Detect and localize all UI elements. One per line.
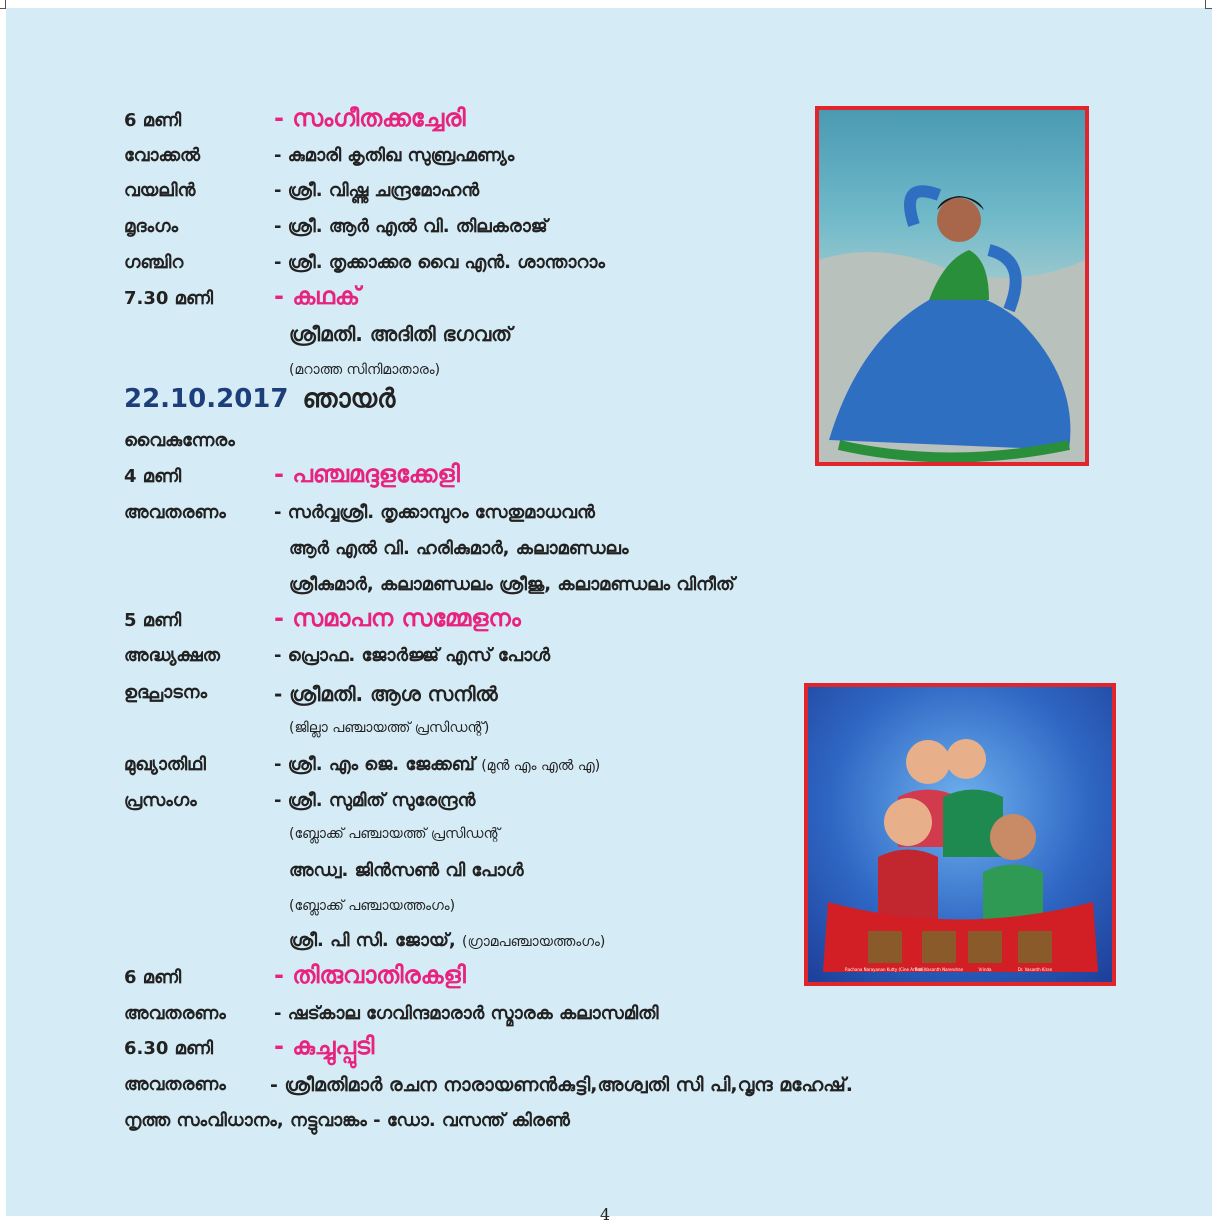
performer-name: - ശ്രീ. വിഷ്ണു ചന്ദ്രമോഹൻ [274,180,480,201]
time-label: 6 മണി [124,110,182,131]
note-text: (ബ്ലോക്ക് പഞ്ചായത്ത് പ്രസിഡന്റ് [289,826,500,842]
poster-illustration [808,687,1112,982]
performer-name [289,930,605,951]
date-text: 22.10.2017 [124,384,289,414]
dancer-illustration [819,110,1085,462]
performer-name: ശ്രീമതി. അദിതി ഭഗവത് [289,322,513,346]
time-label: 7.30 മണി [124,288,214,309]
poster-caption: Dr. Vasanth Kiran [1017,967,1053,972]
page-number: 4 [600,1205,611,1224]
performer-name: - ശ്രീ. ആർ എൽ വി. തിലകരാജ് [274,216,548,237]
role-label: വോക്കൽ [124,145,201,166]
choreography-line: നൃത്ത സംവിധാനം, നട്ടുവാങ്കം - ഡോ. വസന്ത് കിരൺ [124,1110,570,1131]
event-title: - സമാപന സമ്മേളനം [274,604,521,632]
note-text: (ജില്ലാ പഞ്ചായത്ത് പ്രസിഡന്റ്) [289,720,490,736]
name-text: ശ്രീ. പി സി. ജോയ്, [289,930,456,951]
name-text: - ശ്രീ. എം ജെ. ജേക്കബ് [274,754,475,775]
time-label: 6 മണി [124,967,182,988]
time-label: 5 മണി [124,610,182,631]
dancer-photo [815,106,1089,466]
poster-caption: Rachana Narayanan Kutty (Cine Artiste) [845,967,925,972]
day-text: ഞായർ [302,384,396,414]
event-title: - തിരുവാതിരകളി [274,961,466,989]
role-label: അവതരണം [124,502,226,523]
dance-poster [804,683,1116,986]
time-label: 6.30 മണി [124,1038,214,1059]
role-label: മുഖ്യാതിഥി [124,754,206,775]
date-heading [124,384,395,415]
event-title: - പഞ്ചമദ്ദളക്കേളി [274,460,460,488]
role-label: പ്രസംഗം [124,790,197,811]
performer-name: - ഷട്കാല ഗേവിന്ദമാരാർ സ്മാരക കലാസമിതി [274,1003,659,1024]
session-label: വൈകുന്നേരം [124,430,235,451]
poster-caption: Vrinda [978,967,992,972]
poster-caption: Prof. Vasanth Narendran [914,967,964,972]
role-label: അദ്ധ്യക്ഷത [124,645,220,666]
performer-name: അഡ്വ. ജിൻസൺ വി പോൾ [289,860,524,881]
event-title: - കഥക് [274,282,361,310]
performer-name: - സർവ്വശ്രീ. തൃക്കാമ്പുറം സേതുമാധവൻ [274,502,595,523]
performer-name: - കുമാരി കൃതിഖ സുബ്രഹ്മണ്യം [274,145,515,166]
event-title: - സംഗീതക്കച്ചേരി [274,104,466,132]
crop-mark [5,0,6,8]
performer-name: - ശ്രീ. സുമിത് സുരേന്ദ്രൻ [274,790,476,811]
event-title: - കുച്ചുപ്പുടി [274,1032,375,1060]
time-label: 4 മണി [124,466,182,487]
crop-mark [1205,0,1206,8]
role-label: അവതരണം [124,1074,226,1095]
note-text: (മറാത്ത സിനിമാതാരം) [289,362,441,378]
performer-name: - പ്രൊഫ. ജോർജ്ജ് എസ് പോൾ [274,645,551,666]
note-text: (ഗ്രാമപഞ്ചായത്തംഗം) [462,934,606,950]
performer-name [274,754,600,775]
note-text: (ബ്ലോക്ക് പഞ്ചായത്തംഗം) [289,898,456,914]
crop-mark [1205,8,1212,9]
role-label: വയലിൻ [124,180,196,201]
role-label: അവതരണം [124,1003,226,1024]
performer-name: ശ്രീകുമാർ, കലാമണ്ഡലം ശ്രീജു, കലാമണ്ഡലം വിനീത് [289,574,735,595]
role-label: ഉദ്ഘാടനം [124,682,207,703]
performer-name: - ശ്രീ. തൃക്കാക്കര വൈ എൻ. ശാന്താറാം [274,252,605,273]
performer-name: - ശ്രീമതി. ആശ സനിൽ [274,682,498,706]
crop-mark [0,8,6,9]
role-label: ഗഞ്ചിറ [124,252,184,273]
performer-name: - ശ്രീമതിമാർ രചന നാരായണൻകുട്ടി,അശ്വതി സി പി,വൃന്ദ മഹേഷ്. [270,1074,853,1096]
performer-name: ആർ എൽ വി. ഹരികുമാർ, കലാമണ്ഡലം [289,538,629,559]
note-text: (മുൻ എം എൽ എ) [481,758,601,774]
role-label: മൃദംഗം [124,216,179,237]
